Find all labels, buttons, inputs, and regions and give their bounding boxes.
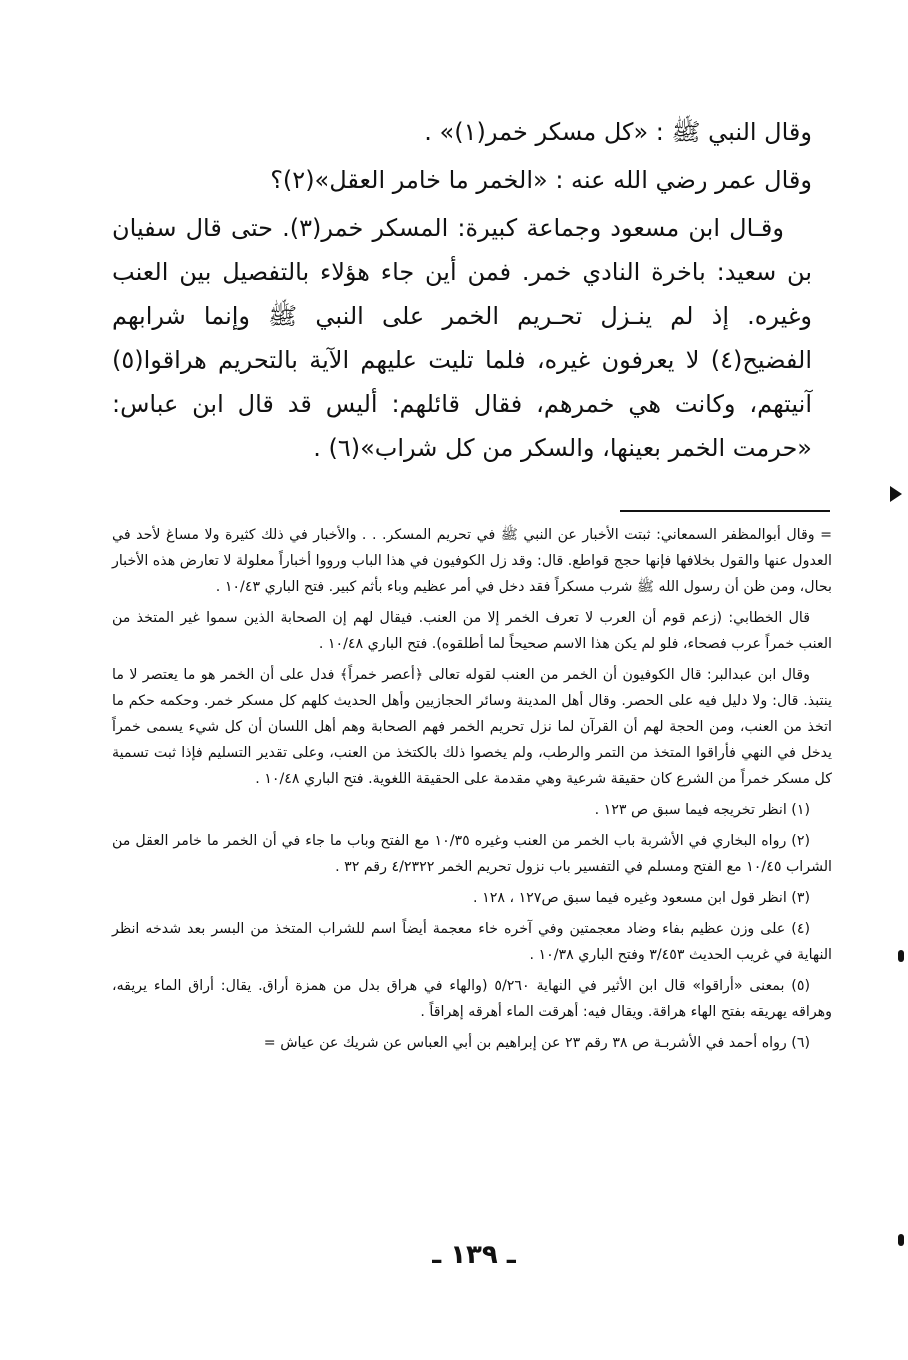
main-paragraph-3: وقـال ابن مسعود وجماعة كبيرة: المسكر خمر(٣). حتى قال سفيان بن سعيد: باخرة النادي خمر. فمن أين جاء هؤلاء بالتفصيل بين العنب وغيره. إذ لم ينـزل تحـريم الخمر على النبي ﷺ وإنما شرابهم الفضيح(٤) لا يعرفون غيره، فلما تليت عليهم الآية بالتحريم هراقوا(٥) آنيتهم، وكانت هي خمرهم، فقال قائلهم: أليس قد قال ابن عباس: «حرمت الخمر بعينها، والسكر من كل شراب»(٦) . xyxy=(112,214,812,462)
edge-dot-mark xyxy=(898,950,904,962)
footnote-continuation-1: = وقال أبوالمظفر السمعاني: ثبتت الأخبار عن النبي ﷺ في تحريم المسكر. . . والأخبار في ذلك كثيرة ولا مساغ لأحد في العدول عنها والقول بخلافها فإنها حجج قواطع. قال: وقد زل الكوفيون في هذا الباب ورووا أخباراً معلولة لا تعارض هذه الأخبار بحال، ومن ظن أن رسول الله ﷺ شرب مسكراً فقد دخل في أمر عظيم وباء بأثم كبير. فتح الباري ١٠/٤٣ . xyxy=(112,527,832,595)
main-text xyxy=(112,110,812,470)
page-number: ـ ١٣٩ ـ xyxy=(432,1240,516,1270)
footnote-2: (٢) رواه البخاري في الأشربة باب الخمر من العنب وغيره ١٠/٣٥ مع الفتح وباب ما جاء في أن الخمر ما خامر العقل من الشراب ١٠/٤٥ مع الفتح ومسلم في التفسير باب نزول تحريم الخمر ٤/٢٣٢٢ رقم ٣٢ . xyxy=(112,833,832,875)
main-paragraph-2: وقال عمر رضي الله عنه : «الخمر ما خامر العقل»(٢)؟ xyxy=(270,166,812,194)
edge-dot-mark xyxy=(898,1234,904,1246)
footnotes xyxy=(112,522,832,1061)
footnote-1: (١) انظر تخريجه فيما سبق ص ١٢٣ . xyxy=(594,802,810,818)
footnote-continuation-2: قال الخطابي: (زعم قوم أن العرب لا تعرف الخمر إلا من العنب. فيقال لهم إن الصحابة الذين سموا غير المتخذ من العنب خمراً عرب فصحاء، فلو لم يكن هذا الاسم صحيحاً لما أطلقوه). فتح الباري ١٠/٤٨ . xyxy=(112,610,832,652)
footnote-3: (٣) انظر قول ابن مسعود وغيره فيما سبق ص١٢٧ ، ١٢٨ . xyxy=(473,890,810,906)
footnote-4: (٤) على وزن عظيم بفاء وضاد معجمتين وفي آخره خاء معجمة أيضاً اسم للشراب المتخذ من البسر بعد شدخه انظر النهاية في غريب الحديث ٣/٤٥٣ وفتح الباري ١٠/٣٨ . xyxy=(112,921,832,963)
footnote-6: (٦) رواه أحمد في الأشربـة ص ٣٨ رقم ٢٣ عن إبراهيم بن أبي العباس عن شريك عن عياش = xyxy=(263,1035,810,1051)
footnote-divider xyxy=(620,510,830,512)
edge-arrow-mark xyxy=(890,486,902,502)
footnote-5: (٥) بمعنى «أراقوا» قال ابن الأثير في النهاية ٥/٢٦٠ (والهاء في هراق بدل من همزة أراق. يقال: أراق الماء يريقه، وهراقه يهريقه بفتح الهاء هراقة. ويقال فيه: أهرقت الماء أهرقه إهراقاً . xyxy=(112,978,832,1020)
footnote-continuation-3: وقال ابن عبدالبر: قال الكوفيون أن الخمر من العنب لقوله تعالى ﴿أعصر خمراً﴾ فدل على أن الخمر هو ما يعتصر لا ما ينتبذ. قال: ولا دليل فيه على الحصر. وقال أهل المدينة وسائر الحجازيين وأهل الحديث كلهم كل مسكر خمر. وحكمه حكم ما اتخذ من العنب، ومن الحجة لهم أن القرآن لما نزل تحريم الخمر فهم الصحابة وهم أهل اللسان أن كل شيء يسمى خمراً يدخل في النهي فأراقوا المتخذ من التمر والرطب، ولم يخصوا ذلك بالكتخذ من العنب، وعلى تقدير التسليم فإذا ثبت تسمية كل مسكر خمراً من الشرع كان حقيقة شرعية وهي مقدمة على الحقيقة اللغوية. فتح الباري ١٠/٤٨ . xyxy=(112,667,832,787)
main-paragraph-1: وقال النبي ﷺ : «كل مسكر خمر(١)» . xyxy=(424,118,812,146)
